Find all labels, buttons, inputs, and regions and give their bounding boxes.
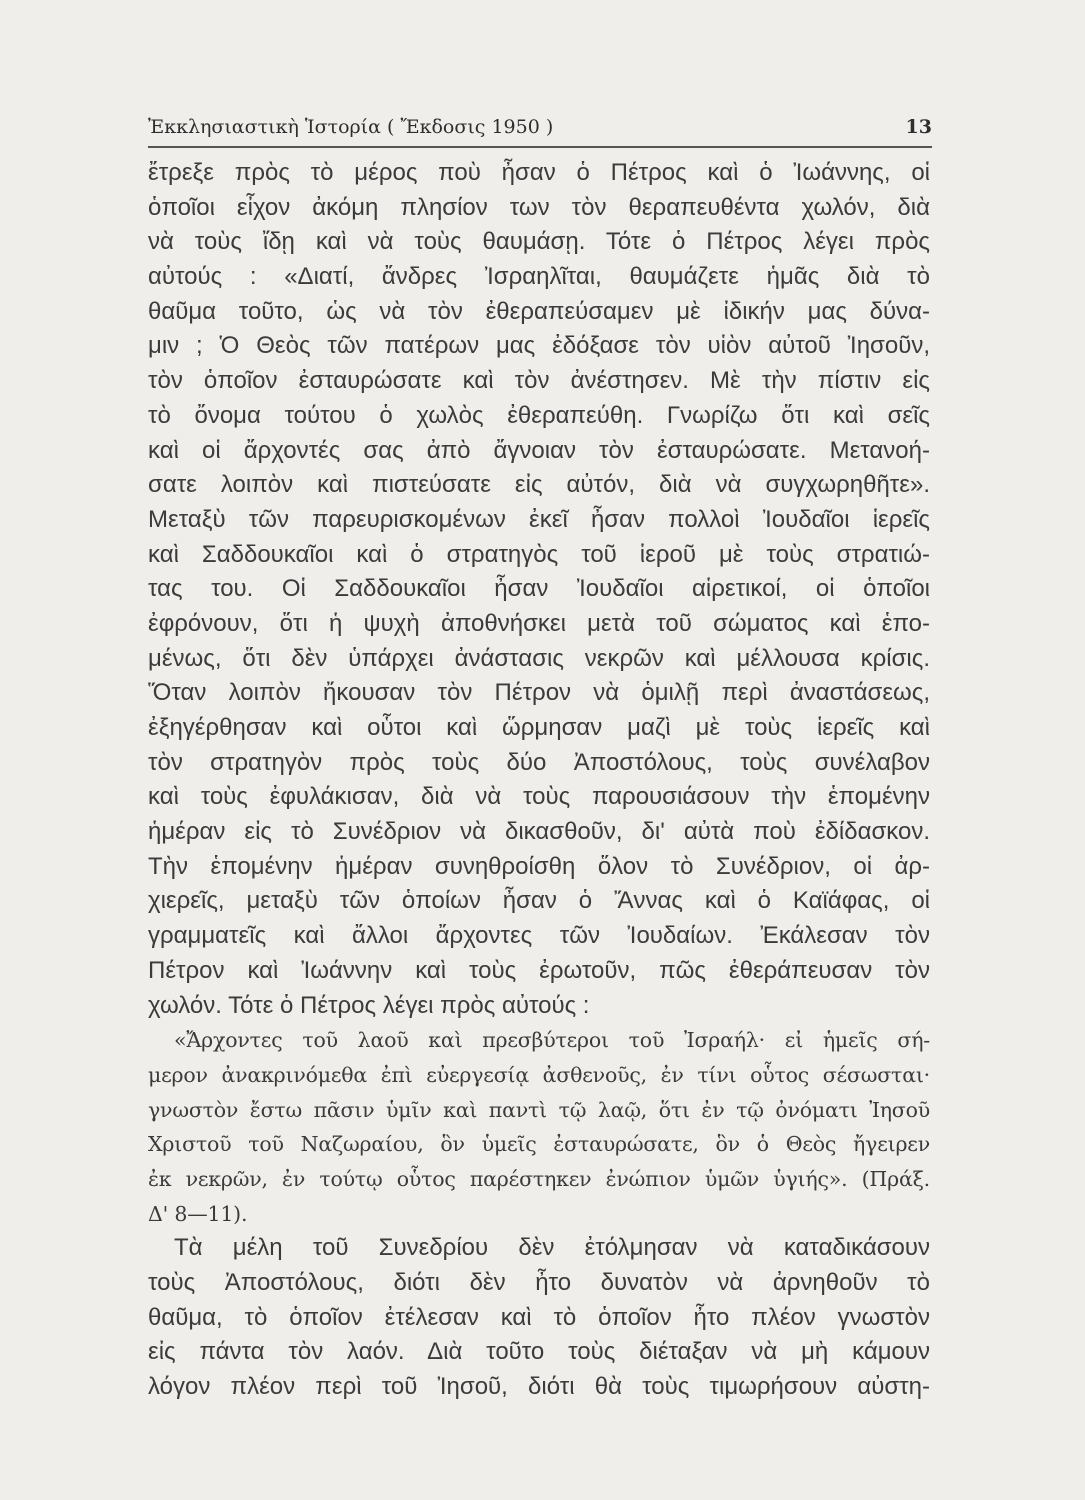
text-line: Τὰ μέλη τοῦ Συνεδρίου δὲν ἐτόλμησαν νὰ καταδικάσουν bbox=[174, 1234, 930, 1262]
running-header bbox=[148, 112, 932, 144]
text-line: καὶ Σαδδουκαῖοι καὶ ὁ στρατηγὸς τοῦ ἱεροῦ μὲ τοὺς στρατιώ- bbox=[148, 540, 930, 568]
text-line: χωλόν. Τότε ὁ Πέτρος λέγει πρὸς αὐτούς : bbox=[148, 991, 590, 1019]
text-line: γραμματεῖς καὶ ἄλλοι ἄρχοντες τῶν Ἰουδαίων. Ἐκάλεσαν τὸν bbox=[148, 922, 930, 950]
text-line: τὸ ὄνομα τούτου ὁ χωλὸς ἐθεραπεύθη. Γνωρίζω ὅτι καὶ σεῖς bbox=[148, 401, 930, 429]
text-line: μιν ; Ὁ Θεὸς τῶν πατέρων μας ἐδόξασε τὸν υἱὸν αὐτοῦ Ἰησοῦν, bbox=[148, 332, 930, 360]
text-line: αὐτούς : «Διατί, ἄνδρες Ἰσραηλῖται, θαυμάζετε ἡμᾶς διὰ τὸ bbox=[148, 263, 930, 291]
quote-line: γνωστὸν ἔστω πᾶσιν ὑμῖν καὶ παντὶ τῷ λαῷ, ὅτι ἐν τῷ ὀνόματι Ἰησοῦ bbox=[148, 1097, 930, 1122]
text-line: σατε λοιπὸν καὶ πιστεύσατε εἰς αὐτόν, διὰ νὰ συγχωρηθῆτε». bbox=[148, 471, 930, 499]
text-line: μένως, ὅτι δὲν ὑπάρχει ἀνάστασις νεκρῶν καὶ μέλλουσα κρίσις. bbox=[148, 644, 930, 672]
text-line: Ὅταν λοιπὸν ἤκουσαν τὸν Πέτρον νὰ ὁμιλῇ περὶ ἀναστάσεως, bbox=[148, 679, 930, 707]
quote-line: Χριστοῦ τοῦ Ναζωραίου, ὃν ὑμεῖς ἐσταυρώσατε, ὃν ὁ Θεὸς ἤγειρεν bbox=[148, 1132, 930, 1157]
text-line: χιερεῖς, μεταξὺ τῶν ὁποίων ἦσαν ὁ Ἄννας καὶ ὁ Καϊάφας, οἱ bbox=[148, 887, 930, 915]
text-line: ἐφρόνουν, ὅτι ἡ ψυχὴ ἀποθνήσκει μετὰ τοῦ σώματος καὶ ἑπο- bbox=[148, 609, 930, 637]
text-line: καὶ οἱ ἄρχοντές σας ἀπὸ ἄγνοιαν τὸν ἐσταυρώσατε. Μετανοή- bbox=[148, 436, 930, 464]
text-line: ἡμέραν εἰς τὸ Συνέδριον νὰ δικασθοῦν, δι' αὐτὰ ποὺ ἐδίδασκον. bbox=[148, 818, 930, 846]
text-line: Μεταξὺ τῶν παρευρισκομένων ἐκεῖ ἦσαν πολλοὶ Ἰουδαῖοι ἱερεῖς bbox=[148, 505, 930, 533]
quote-line: Δ' 8—11). bbox=[148, 1201, 248, 1226]
text-line: λόγον πλέον περὶ τοῦ Ἰησοῦ, διότι θὰ τοὺς τιμωρήσουν αὐστη- bbox=[148, 1373, 930, 1401]
text-line: ἔτρεξε πρὸς τὸ μέρος ποὺ ἦσαν ὁ Πέτρος καὶ ὁ Ἰωάννης, οἱ bbox=[148, 159, 930, 186]
text-line: ὁποῖοι εἶχον ἀκόμη πλησίον των τὸν θεραπευθέντα χωλόν, διὰ bbox=[148, 193, 930, 221]
page-number: 13 bbox=[905, 116, 932, 138]
quote-line: «Ἄρχοντες τοῦ λαοῦ καὶ πρεσβύτεροι τοῦ Ἰσραήλ· εἰ ἡμεῖς σή- bbox=[174, 1028, 930, 1053]
text-line: θαῦμα, τὸ ὁποῖον ἐτέλεσαν καὶ τὸ ὁποῖον ἦτο πλέον γνωστὸν bbox=[148, 1303, 930, 1331]
text-line: Πέτρον καὶ Ἰωάννην καὶ τοὺς ἐρωτοῦν, πῶς ἐθεράπευσαν τὸν bbox=[148, 956, 930, 984]
text-line: τοὺς Ἀποστόλους, διότι δὲν ἦτο δυνατὸν νὰ ἀρνηθοῦν τὸ bbox=[148, 1269, 930, 1296]
quote-line: ἐκ νεκρῶν, ἐν τούτῳ οὗτος παρέστηκεν ἐνώπιον ὑμῶν ὑγιής». (Πράξ. bbox=[148, 1166, 930, 1191]
quote-line: μερον ἀνακρινόμεθα ἐπὶ εὐεργεσίᾳ ἀσθενοῦς, ἐν τίνι οὗτος σέσωσται· bbox=[148, 1062, 930, 1087]
text-line: τὸν στρατηγὸν πρὸς τοὺς δύο Ἀποστόλους, τοὺς συνέλαβον bbox=[148, 748, 930, 776]
text-line: ἐξηγέρθησαν καὶ οὗτοι καὶ ὥρμησαν μαζὶ μὲ τοὺς ἱερεῖς καὶ bbox=[148, 714, 930, 741]
header-rule bbox=[148, 146, 932, 148]
running-title: Ἐκκλησιαστικὴ Ἱστορία ( Ἔκδοσις 1950 ) bbox=[148, 116, 554, 138]
text-line: τας του. Οἱ Σαδδουκαῖοι ἦσαν Ἰουδαῖοι αἱρετικοί, οἱ ὁποῖοι bbox=[148, 575, 930, 603]
text-line: θαῦμα τοῦτο, ὡς νὰ τὸν ἐθεραπεύσαμεν μὲ ἰδικήν μας δύνα- bbox=[148, 297, 930, 325]
body-text bbox=[148, 156, 930, 1405]
text-line: εἰς πάντα τὸν λαόν. Διὰ τοῦτο τοὺς διέταξαν νὰ μὴ κάμουν bbox=[148, 1338, 930, 1366]
text-line: καὶ τοὺς ἐφυλάκισαν, διὰ νὰ τοὺς παρουσιάσουν τὴν ἑπομένην bbox=[148, 783, 930, 811]
text-line: τὸν ὁποῖον ἐσταυρώσατε καὶ τὸν ἀνέστησεν. Μὲ τὴν πίστιν εἰς bbox=[148, 367, 930, 395]
text-line: νὰ τοὺς ἴδῃ καὶ νὰ τοὺς θαυμάσῃ. Τότε ὁ Πέτρος λέγει πρὸς bbox=[148, 228, 930, 256]
text-line: Τὴν ἑπομένην ἡμέραν συνηθροίσθη ὅλον τὸ Συνέδριον, οἱ ἀρ- bbox=[148, 852, 930, 880]
